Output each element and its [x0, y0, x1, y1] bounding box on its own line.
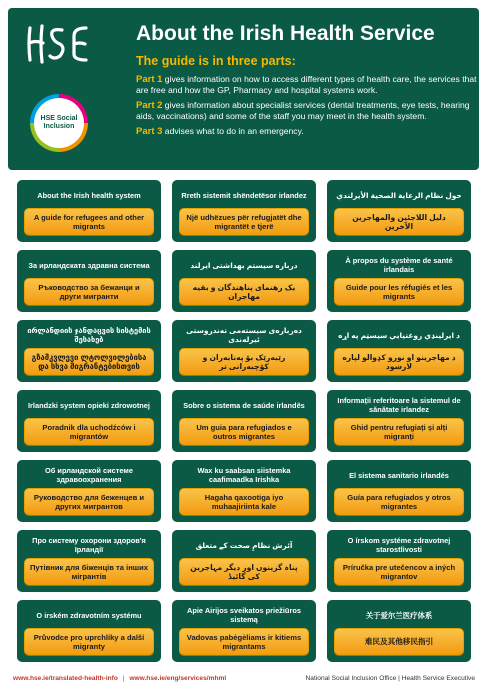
language-card — [327, 180, 471, 242]
guide-button[interactable]: رێبەرێک بۆ پەنابەران و کۆچبەرانی تر — [179, 348, 309, 375]
language-card — [327, 530, 471, 592]
guide-button[interactable]: یک رهنمای پناهندگان و بقیه مهاجران — [179, 278, 309, 305]
language-card — [327, 390, 471, 452]
social-inclusion-badge-label: HSE Social Inclusion — [34, 98, 84, 148]
language-card — [327, 250, 471, 312]
language-card — [172, 460, 316, 522]
language-card — [172, 250, 316, 312]
guide-button[interactable]: Ръководство за бежанци и други мигранти — [24, 278, 154, 305]
guide-button[interactable]: გზამკვლევი ლტოლვილებისა და სხვა მიგრანტებისთვის — [24, 348, 154, 375]
language-card — [172, 390, 316, 452]
language-card — [327, 460, 471, 522]
language-card — [17, 320, 161, 382]
card-title: درباره سیستم بهداشتی ایرلند — [190, 260, 298, 270]
footer-separator: | — [122, 675, 125, 682]
card-title: Rreth sistemit shëndetësor irlandez — [181, 190, 307, 200]
guide-button[interactable]: Guía para refugiados y otros migrantes — [334, 488, 464, 515]
language-card — [327, 320, 471, 382]
footer — [13, 675, 475, 682]
language-card — [17, 600, 161, 662]
guide-button[interactable]: Ghid pentru refugiați și alți migranți — [334, 418, 464, 445]
guide-button[interactable]: Um guia para refugiados e outros migrantes — [179, 418, 309, 445]
part-1-description — [136, 74, 478, 96]
guide-button[interactable]: د مهاجرینو او نورو کډوالو لپاره لارښود — [334, 348, 464, 375]
card-title: El sistema sanitario irlandés — [349, 470, 449, 480]
card-title: За ирландската здравна система — [28, 260, 150, 270]
guide-button[interactable]: Guide pour les réfugiés et les migrants — [334, 278, 464, 305]
guide-button[interactable]: Průvodce pro uprchlíky a další migranty — [24, 628, 154, 655]
card-title: دەربارەی سیستەمی تەندروستی ئیرلەندی — [186, 326, 302, 344]
guide-button[interactable]: Hagaha qaxootiga iyo muhaajiriinta kale — [179, 488, 309, 515]
card-title: Informații referitoare la sistemul de sănătate irlandez — [337, 396, 461, 414]
language-grid — [17, 180, 471, 662]
services-mhml-link[interactable]: www.hse.ie/eng/services/mhml — [129, 675, 227, 682]
translated-health-info-link[interactable]: www.hse.ie/translated-health-info — [13, 675, 118, 682]
language-card — [327, 600, 471, 662]
part-2-text: gives information about specialist services (dental treatments, eye tests, hearing aids, vaccinations) and some of the staff you may meet in the health system. — [136, 100, 470, 121]
part-1-text: gives information on how to access different types of health care, the services that are free and how the GP, Pharmacy and hospital systems work. — [136, 74, 477, 95]
card-title: Об ирландской системе здравоохранения — [45, 466, 133, 484]
guide-button[interactable]: Vadovas pabėgėliams ir kitiems migrantams — [179, 628, 309, 655]
language-card — [172, 320, 316, 382]
card-title: آئرش نظامِ صحت کے متعلق — [195, 540, 293, 550]
language-card — [17, 390, 161, 452]
footer-organisation: National Social Inclusion Office | Health Service Executive — [305, 675, 475, 682]
guide-button[interactable]: Poradnik dla uchodźców i migrantów — [24, 418, 154, 445]
card-title: About the Irish health system — [37, 190, 141, 200]
parts-list — [136, 74, 478, 141]
card-title: حول نظام الرعاية الصحية الأيرلندي — [336, 190, 462, 200]
language-card — [172, 600, 316, 662]
guide-button[interactable]: Руководство для беженцев и других мигрантов — [24, 488, 154, 515]
guide-button[interactable]: دليل اللاجئين والمهاجرين الآخرين — [334, 208, 464, 235]
social-inclusion-badge — [30, 94, 88, 152]
header-panel — [8, 8, 479, 170]
card-title: Irlandzki system opieki zdrowotnej — [28, 400, 150, 410]
part-3-label: Part 3 — [136, 126, 163, 137]
part-2-description — [136, 100, 478, 122]
card-title: Про систему охорони здоров'я Ірландії — [32, 536, 146, 554]
guide-button[interactable]: Príručka pre utečencov a iných migrantov — [334, 558, 464, 585]
card-title: ირლანდიის ჯანდაცვის სისტემის შესახებ — [27, 326, 151, 344]
card-title: Sobre o sistema de saúde irlandês — [183, 400, 305, 410]
guide-button[interactable]: A guide for refugees and other migrants — [24, 208, 154, 235]
guide-button[interactable]: پناہ گزینوں اور دیگر مہاجرین کی گائیڈ — [179, 558, 309, 585]
card-title: À propos du système de santé irlandais — [345, 256, 453, 274]
card-title: د ایرلینډي روغتیایي سیسټم په اړه — [338, 330, 460, 340]
hse-logo-icon — [24, 22, 94, 64]
guide-button[interactable]: Një udhëzues për refugjatët dhe migrantët e tjerë — [179, 208, 309, 235]
guide-button[interactable]: 难民及其他移民指引 — [334, 628, 464, 655]
language-card — [172, 180, 316, 242]
page-subtitle: The guide is in three parts: — [136, 54, 296, 68]
card-title: O írskom systéme zdravotnej starostlivosti — [347, 536, 451, 554]
language-card — [17, 530, 161, 592]
card-title: Wax ku saabsan siistemka caafimaadka Irishka — [197, 466, 291, 484]
part-3-description — [136, 126, 478, 137]
guide-button[interactable]: Путівник для біженців та інших мігрантів — [24, 558, 154, 585]
language-card — [17, 250, 161, 312]
language-card — [172, 530, 316, 592]
page-title: About the Irish Health Service — [136, 22, 435, 45]
language-card — [17, 460, 161, 522]
part-2-label: Part 2 — [136, 100, 163, 111]
card-title: O irském zdravotním systému — [36, 610, 142, 620]
language-card — [17, 180, 161, 242]
card-title: 关于爱尔兰医疗体系 — [365, 610, 433, 620]
part-3-text: advises what to do in an emergency. — [164, 126, 304, 136]
card-title: Apie Airijos sveikatos priežiūros sistemą — [187, 606, 301, 624]
part-1-label: Part 1 — [136, 74, 163, 85]
